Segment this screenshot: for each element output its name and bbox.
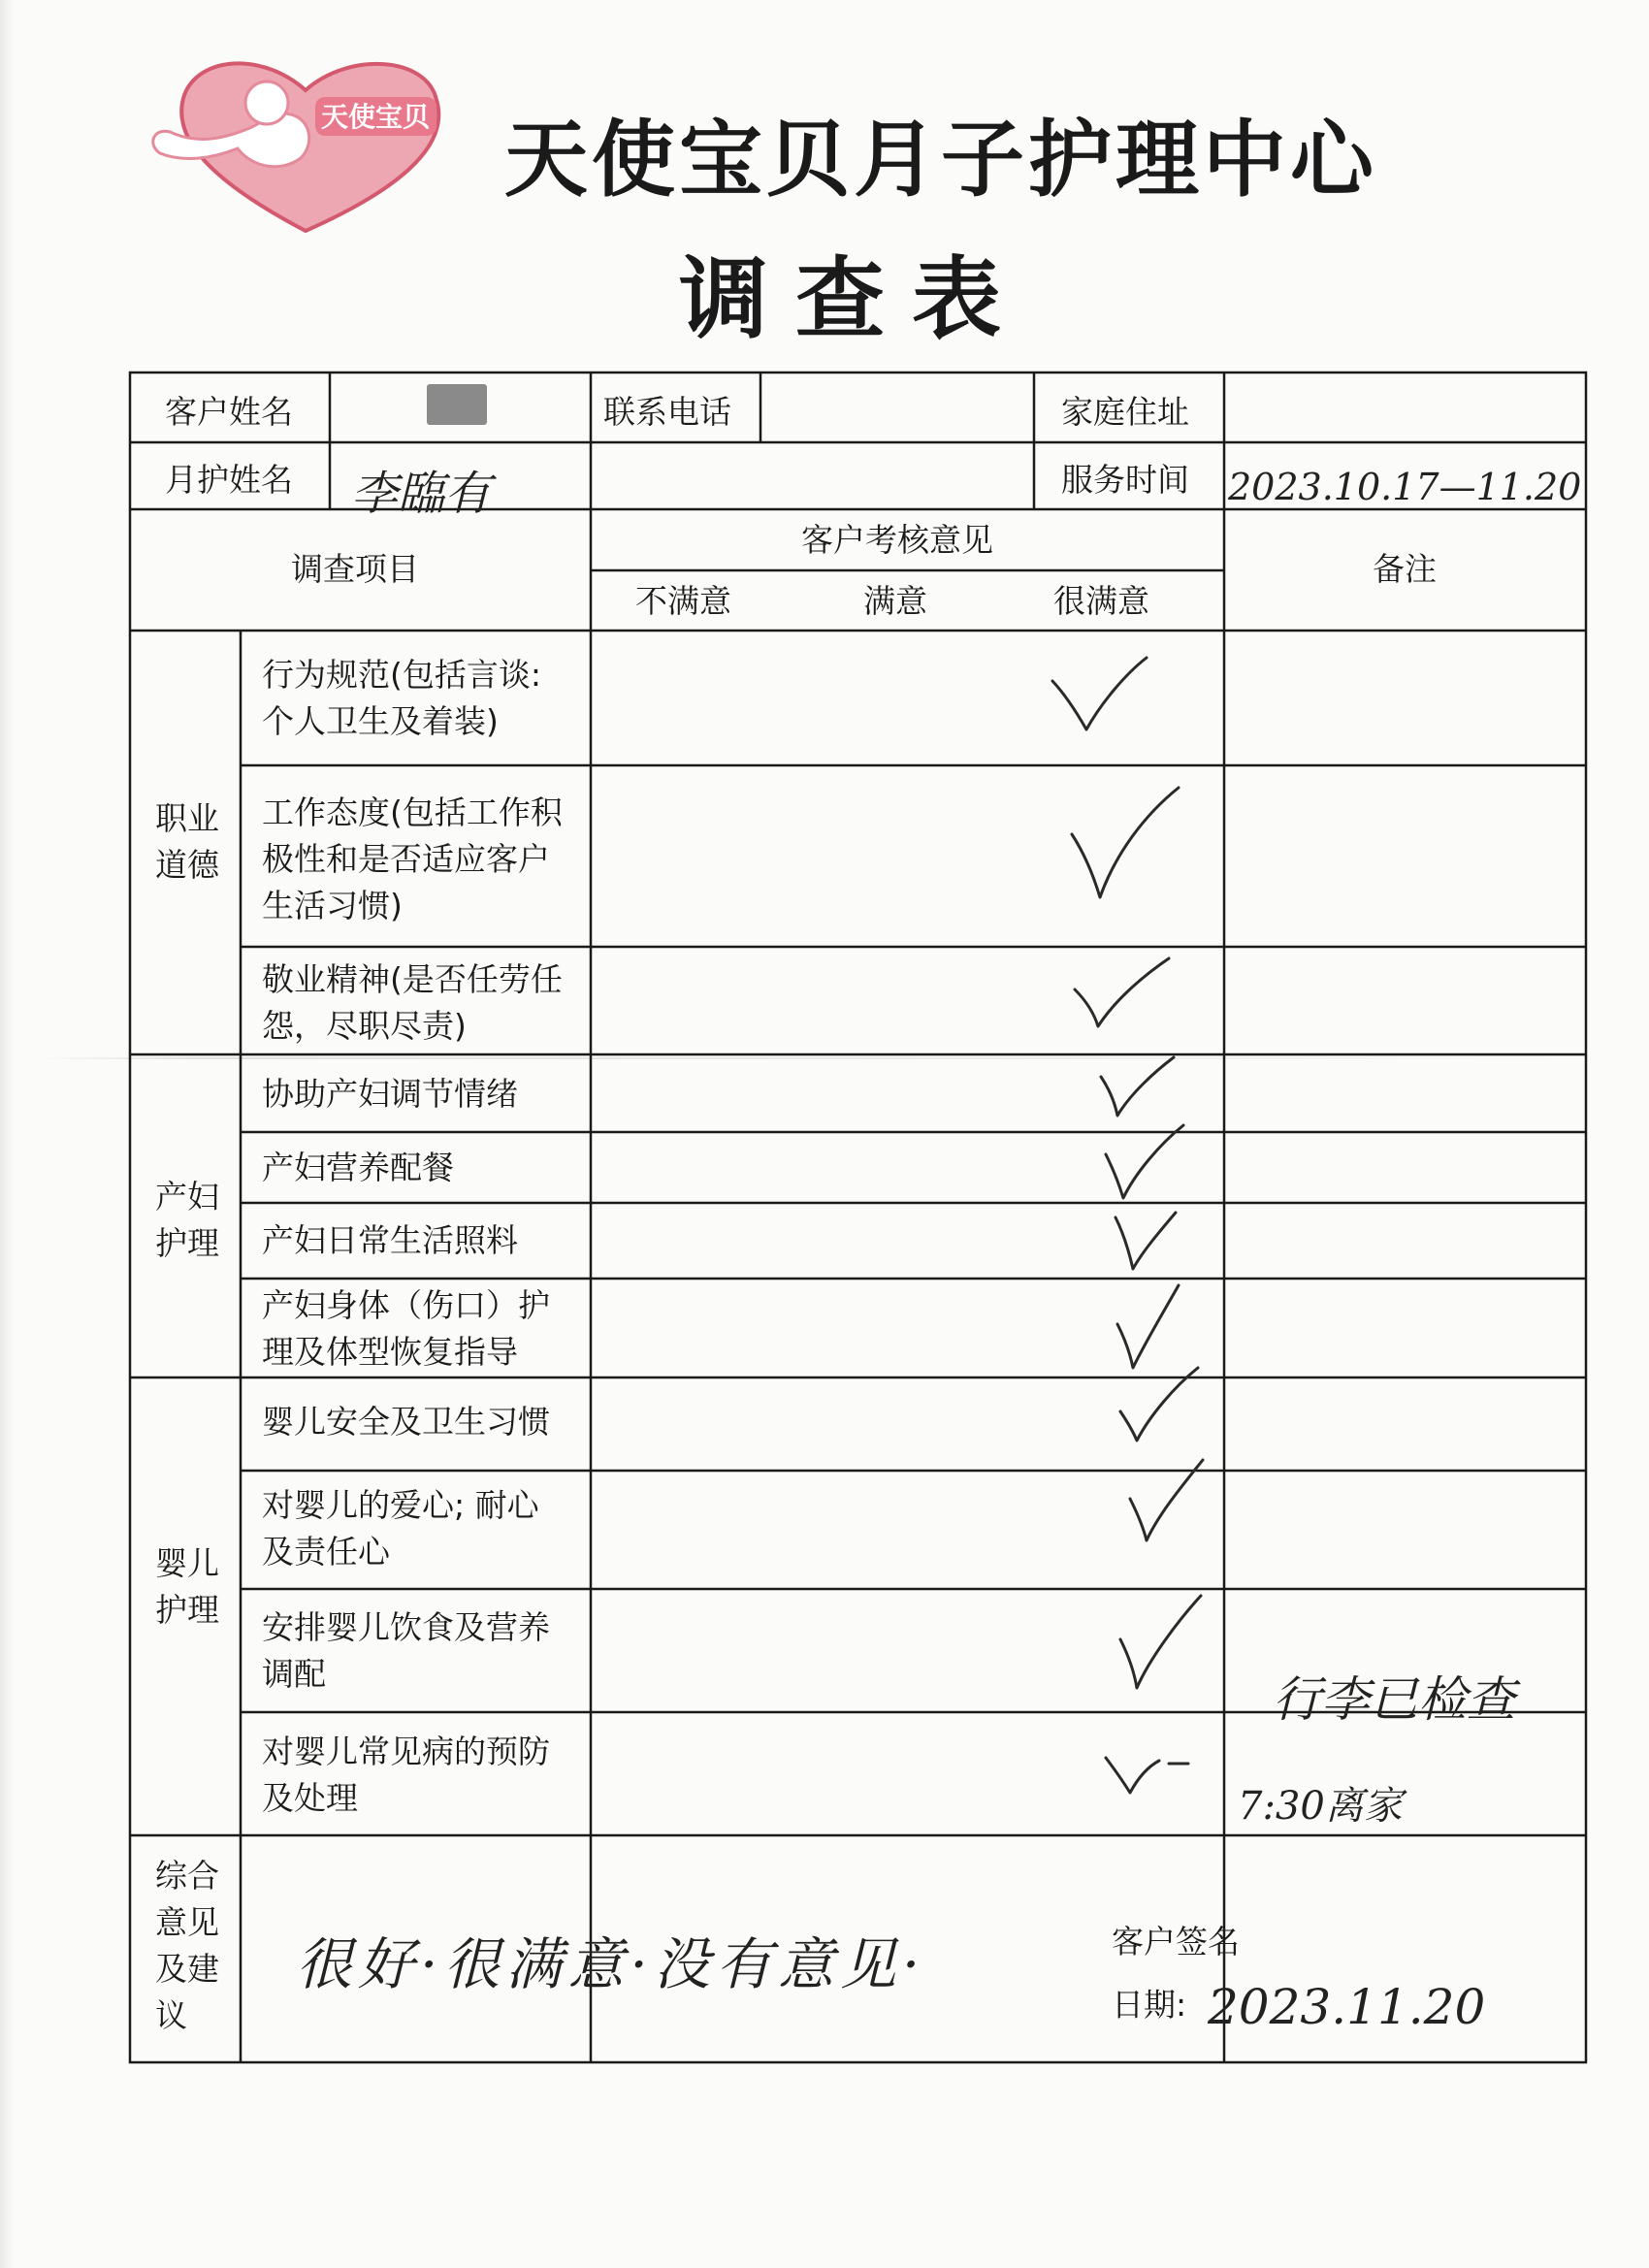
- check-mark-icon: [1120, 1596, 1201, 1688]
- customer-name-redacted: [427, 384, 487, 425]
- survey-item: 产妇身体（伤口）护 理及体型恢复指导: [262, 1286, 550, 1371]
- summary-label: 综合 意见 及建 议: [155, 1857, 219, 2034]
- check-mark-icon: [1101, 1057, 1174, 1116]
- survey-item: 产妇营养配餐: [262, 1149, 454, 1186]
- check-mark-icon: [1130, 1460, 1203, 1540]
- service-time-value: 2023.10.17—11.20: [1228, 466, 1582, 508]
- check-mark-icon: [1117, 1285, 1179, 1368]
- survey-item: 工作态度(包括工作积 极性和是否适应客户 生活习惯): [262, 794, 563, 924]
- logo-text: 天使宝贝: [320, 101, 431, 133]
- check-mark-icon: [1052, 658, 1147, 729]
- customer-opinion-header: 客户考核意见: [801, 521, 993, 559]
- satisfied-header: 满意: [863, 582, 927, 620]
- service-time-label: 服务时间: [1061, 461, 1189, 499]
- category-baby-care: 婴儿 护理: [155, 1544, 219, 1629]
- page-title: 天使宝贝月子护理中心: [504, 112, 1377, 209]
- date-value: 2023.11.20: [1208, 1979, 1486, 2035]
- check-mark-icon: [1075, 958, 1169, 1026]
- survey-item: 敬业精神(是否任劳任 怨，尽职尽责): [262, 960, 563, 1045]
- nurse-name-value: 李臨有: [351, 467, 492, 521]
- remarks-note-line2: 7:30离家: [1238, 1784, 1403, 1829]
- survey-item: 协助产妇调节情绪: [262, 1075, 518, 1113]
- category-mother-care: 产妇 护理: [155, 1178, 219, 1262]
- very-satisfied-header: 很满意: [1053, 582, 1149, 620]
- survey-item: 行为规范(包括言谈: 个人卫生及着装): [262, 656, 541, 740]
- check-mark-icon: [1072, 788, 1179, 897]
- survey-item: 产妇日常生活照料: [262, 1221, 518, 1259]
- check-mark-icon: [1116, 1213, 1176, 1269]
- date-label: 日期:: [1112, 1986, 1187, 2024]
- address-label: 家庭住址: [1061, 393, 1189, 431]
- phone-label: 联系电话: [603, 393, 731, 431]
- summary-comment: 很好·很满意·没有意见·: [296, 1931, 926, 1997]
- survey-item-header: 调查项目: [291, 550, 419, 588]
- page-subtitle: 调查表: [679, 247, 1029, 351]
- unsatisfied-header: 不满意: [635, 582, 731, 620]
- customer-signature-label: 客户签名: [1112, 1923, 1240, 1960]
- category-ethics: 职业 道德: [155, 799, 219, 884]
- nurse-name-label: 月护姓名: [165, 461, 293, 499]
- customer-name-label: 客户姓名: [165, 393, 293, 431]
- survey-item: 安排婴儿饮食及营养 调配: [262, 1608, 550, 1693]
- remarks-header: 备注: [1373, 550, 1437, 588]
- survey-item: 对婴儿常见病的预防 及处理: [262, 1733, 550, 1817]
- survey-item: 对婴儿的爱心; 耐心 及责任心: [262, 1486, 539, 1571]
- survey-item: 婴儿安全及卫生习惯: [262, 1403, 550, 1441]
- remarks-note-line1: 行李已检查: [1273, 1671, 1515, 1728]
- check-mark-icon: [1106, 1125, 1183, 1198]
- check-mark-icon: [1106, 1758, 1188, 1793]
